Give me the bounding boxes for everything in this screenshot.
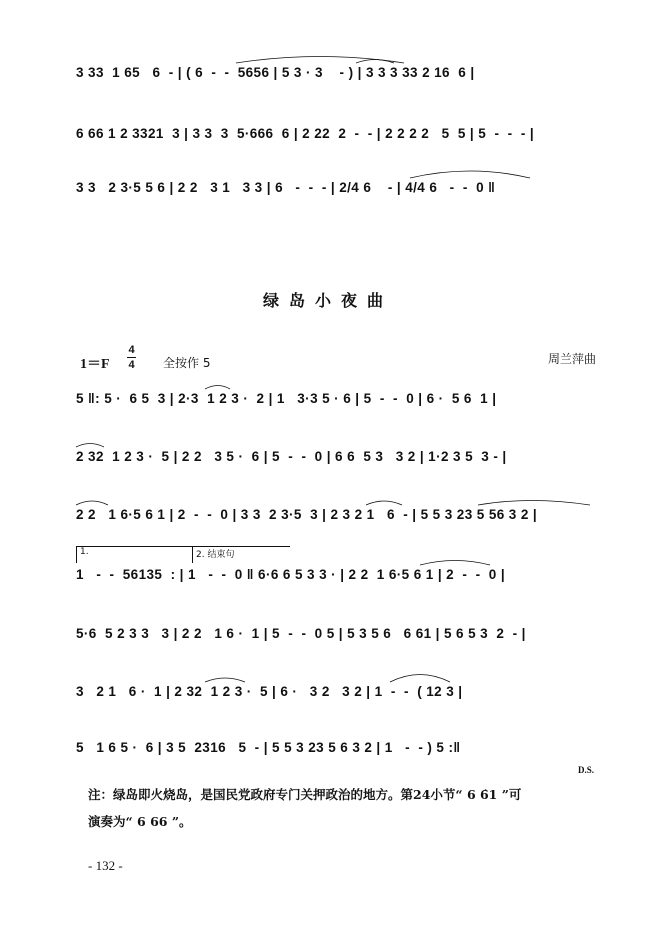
score-line-2: 2 32 1 2 3 · 5 | 2 2 3 5 · 6 | 5 - - 0 | 6 6 5 3 3 2 | 1·2 3 5 3 - |	[76, 449, 507, 464]
piece-title: 绿岛小夜曲	[262, 291, 393, 310]
footnote-line-2: 演奏为“ 6 66 ”。	[88, 814, 192, 829]
time-sig-top: 4	[128, 344, 135, 356]
key-signature: 1＝F	[80, 357, 110, 372]
slur	[366, 501, 402, 505]
slur	[205, 678, 245, 682]
slur	[420, 561, 490, 566]
slur	[76, 501, 108, 505]
tuning-instruction: 全按作 5	[163, 356, 211, 370]
score-line-3: 2 2 1 6·5 6 1 | 2 - - 0 | 3 3 2 3·5 3 | 2 3 2 1 6 - | 5 5 3 23 5 56 3 2 |	[76, 507, 538, 522]
slur	[478, 501, 590, 506]
score-line-6: 3 2 1 6 · 1 | 2 32 1 2 3 · 5 | 6 · 3 2 3 2 | 1 - - ( 12 3 |	[76, 684, 463, 699]
score-line-1: 5 ‖: 5 · 6 5 3 | 2·3 1 2 3 · 2 | 1 3·3 5 · 6 | 5 - - 0 | 6 · 5 6 1 |	[76, 391, 497, 406]
slur	[76, 444, 104, 448]
tail-line-1: 3 33 1 65 6 - | ( 6 - - 5656 | 5 3 · 3 - ) | 3 3 3 33 2 16 6 |	[76, 65, 475, 80]
slur	[410, 171, 530, 178]
time-sig-bottom: 4	[128, 359, 135, 371]
score-line-4: 1 - - 56135 : | 1 - - 0 ‖ 6·6 6 5 3 3 · | 2 2 1 6·5 6 1 | 2 - - 0 |	[76, 567, 505, 582]
second-ending-bracket: 2. 结束句	[192, 546, 290, 563]
slur	[390, 675, 450, 683]
footnote-line-1: 注：绿岛即火烧岛，是国民党政府专门关押政治的地方。第24小节“ 6 6̇1 ”可	[88, 787, 522, 802]
tail-line-2: 6 66 1 2 3321 3 | 3 3 3 5·666 6 | 2 22 2 - - | 2 2 2 2 5 5 | 5 - - - |	[76, 126, 535, 141]
tail-line-3: 3 3 2 3·5 5 6 | 2 2 3 1 3 3 | 6 - - - | 2/4 6 - | 4/4 6 - - 0 ‖	[76, 180, 496, 195]
score-line-5: 5·6 5 2 3 3 3 | 2 2 1 6 · 1 | 5 - - 0 5 | 5 3 5 6 6 61 | 5 6 5 3 2 - |	[76, 626, 526, 641]
first-ending-bracket: 1.	[76, 546, 192, 563]
ds-marking: D.S.	[578, 765, 595, 775]
slurs	[76, 57, 590, 683]
composer: 周兰萍曲	[548, 352, 597, 366]
score-line-7: 5 1 6 5 · 6 | 3 5 2316 5 - | 5 5 3 23 5 6 3 2 | 1 - - ) 5 :‖	[76, 740, 461, 755]
page-number: - 132 -	[88, 858, 123, 873]
slur	[356, 60, 394, 64]
slur	[205, 386, 230, 390]
